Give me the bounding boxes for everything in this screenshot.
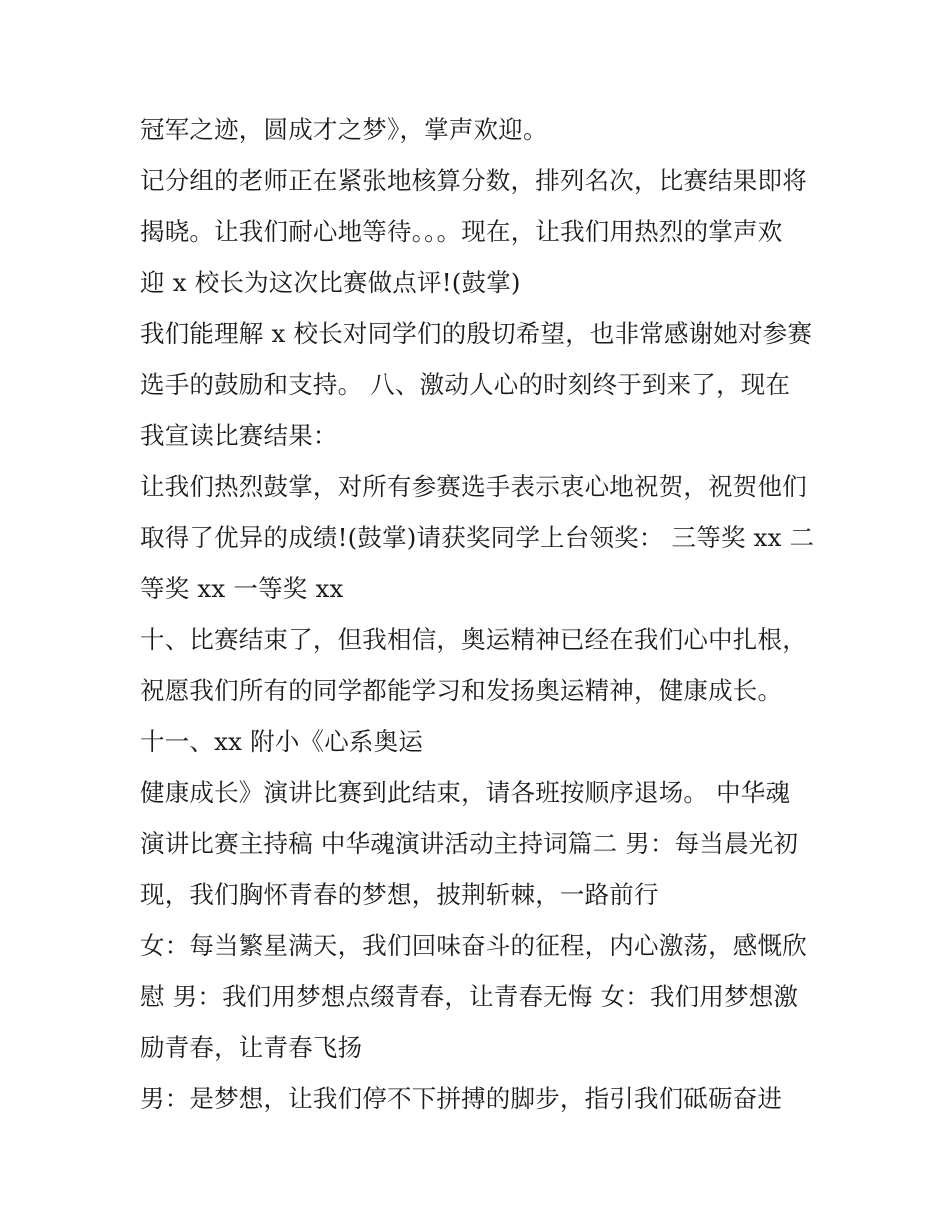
text-line: 我们能理解 x 校长对同学们的殷切希望，也非常感谢她对参赛 (140, 319, 813, 348)
text-line: 冠军之迹，圆成才之梦》，掌声欢迎。 (140, 115, 548, 144)
text-line: 让我们热烈鼓掌，对所有参赛选手表示衷心地祝贺，祝贺他们 (140, 472, 807, 501)
text-line: 我宣读比赛结果： (140, 421, 338, 450)
text-line: 十、比赛结束了，但我相信，奥运精神已经在我们心中扎根， (140, 625, 807, 654)
text-line: 揭晓。让我们耐心地等待。。。现在，让我们用热烈的掌声欢 (140, 217, 783, 246)
text-line: 演讲比赛主持稿 中华魂演讲活动主持词篇二 男：每当晨光初 (140, 829, 799, 858)
text-line: 选手的鼓励和支持。 八、激动人心的时刻终于到来了，现在 (140, 370, 791, 399)
text-line: 等奖 xx 一等奖 xx (140, 574, 344, 603)
text-line: 励青春，让青春飞扬 (140, 1033, 363, 1062)
text-line: 健康成长》演讲比赛到此结束，请各班按顺序退场。 中华魂 (140, 778, 791, 807)
text-line: 十一、xx 附小《心系奥运 (140, 727, 424, 756)
text-line: 迎 x 校长为这次比赛做点评!(鼓掌) (140, 268, 521, 297)
document-body (140, 104, 820, 1124)
text-line: 取得了优异的成绩!(鼓掌)请获奖同学上台领奖： 三等奖 xx 二 (140, 523, 815, 552)
text-line: 祝愿我们所有的同学都能学习和发扬奥运精神，健康成长。 (140, 676, 783, 705)
text-line: 男：是梦想，让我们停不下拼搏的脚步，指引我们砥砺奋进 (140, 1084, 783, 1113)
text-line: 现，我们胸怀青春的梦想，披荆斩棘，一路前行 (140, 880, 659, 909)
text-line: 慰 男：我们用梦想点缀青春，让青春无悔 女：我们用梦想激 (140, 982, 799, 1011)
text-line: 女：每当繁星满天，我们回味奋斗的征程，内心激荡，感慨欣 (140, 931, 807, 960)
text-line: 记分组的老师正在紧张地核算分数，排列名次，比赛结果即将 (140, 166, 807, 195)
